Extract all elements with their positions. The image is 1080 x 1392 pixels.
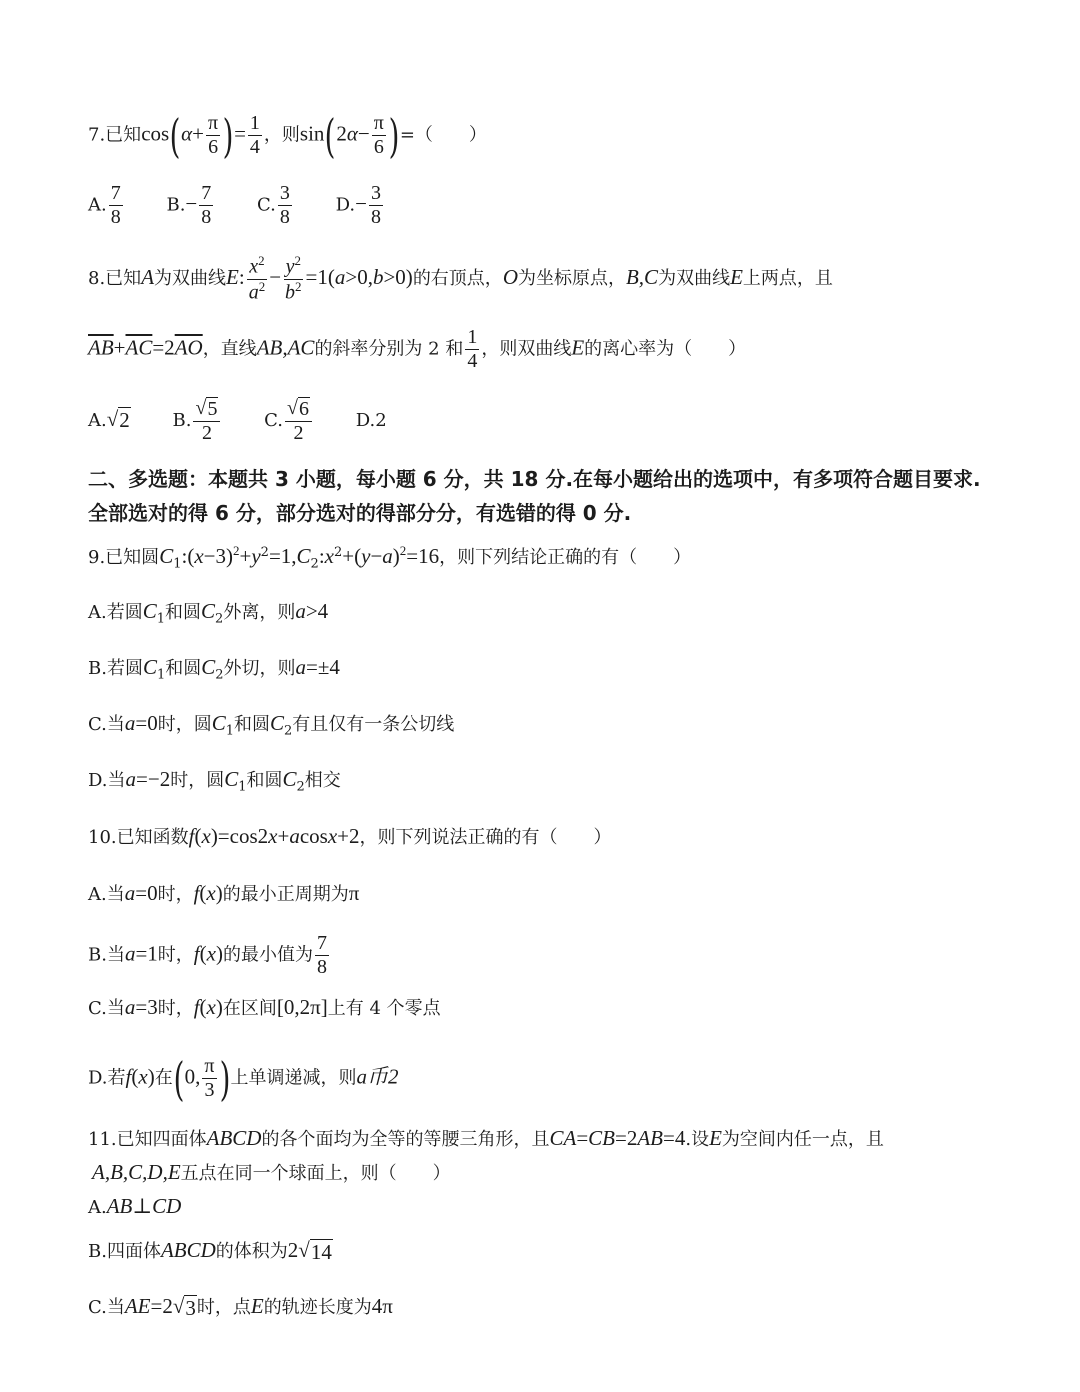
q9-option-d[interactable]: D.当a=−2时，圆$C_1$和圆$C_2$相交 bbox=[88, 767, 341, 795]
q8-option-d[interactable]: D.2 bbox=[355, 409, 387, 431]
q7-stem: 7.已知cos(α+ $\frac{\pi}{6}$ )= $\frac{1}{4}$ ，则sin(2α− $\frac{\pi}{6}$ )=（ ） bbox=[88, 108, 487, 163]
q7-option-b[interactable]: B.− $\frac{7}{8}$ bbox=[166, 182, 212, 228]
q10-option-c[interactable]: C.当a=3时，f(x)在区间[0,2π]上有 4 个零点 bbox=[88, 995, 441, 1019]
q9-option-b[interactable]: B.若圆$C_1$和圆$C_2$外切，则a=±4 bbox=[88, 655, 340, 683]
q8-option-c[interactable]: C. $\frac{√6}{2}$ bbox=[264, 397, 314, 445]
section-heading: 二、多选题：本题共 3 小题，每小题 6 分，共 18 分.在每小题给出的选项中，有多项符合题目要求.全部选对的得 6 分，部分选对的得部分分，有选错的得 0 分. bbox=[88, 467, 981, 525]
q7-options bbox=[88, 182, 421, 229]
q9-stem: 9.已知圆$C_1:(x-3)^2+y^2=1,C_2:x^2+(y-a)^2=16$，则下列结论正确的有（ ） bbox=[88, 543, 692, 572]
q10-option-b[interactable]: B.当a=1时，f(x)的最小值为 $\frac{7}{8}$ bbox=[88, 932, 327, 978]
q11-option-a[interactable]: A.AB⊥CD bbox=[88, 1194, 182, 1218]
q10-option-a[interactable]: A.当a=0时，f(x)的最小正周期为π bbox=[88, 881, 360, 905]
q7-blank: =（ ） bbox=[399, 124, 487, 146]
q7-option-c[interactable]: C. $\frac{3}{8}$ bbox=[257, 182, 290, 228]
q8-stem-line1: 8.已知A为双曲线E: $\frac{x^2}{a^2}$ − $\frac{y^2}{b^2}$ =1(a>0,b>0)的右顶点，O为坐标原点，B,C为双曲线E上两点，且 bbox=[88, 253, 833, 304]
q7-option-d[interactable]: D.− $\frac{3}{8}$ bbox=[335, 182, 381, 228]
q10-stem: 10.已知函数f(x)=cos2x+acosx+2，则下列说法正确的有（ ） bbox=[88, 824, 612, 848]
q8-option-b[interactable]: B. $\frac{√5}{2}$ bbox=[173, 397, 223, 445]
q10-option-d[interactable]: D.若f(x)在(0, $\frac{\pi}{3}$ )上单调递减，则a币2 bbox=[88, 1051, 399, 1106]
q9-option-a[interactable]: A.若圆$C_1$和圆$C_2$外离，则a>4 bbox=[88, 599, 329, 627]
q9-option-c[interactable]: C.当a=0时，圆$C_1$和圆$C_2$有且仅有一条公切线 bbox=[88, 711, 455, 739]
q11-stem-line2: A,B,C,D,E五点在同一个球面上，则（ ） bbox=[92, 1160, 451, 1184]
q7-option-a[interactable]: A. $\frac{7}{8}$ bbox=[88, 182, 121, 228]
q11-option-b[interactable]: B.四面体ABCD的体积为2√14 bbox=[88, 1238, 332, 1264]
q8-stem-line2: $\overline{AB}+\overline{AC}=2\overline{AO}$，直线AB,AC的斜率分别为 2 和 $\frac{1}{4}$ ，则双曲线E的离心率为（ ） bbox=[88, 326, 747, 372]
q8-option-a[interactable]: A.√2 bbox=[88, 406, 130, 433]
q11-stem-line1: 11.已知四面体ABCD的各个面均为全等的等腰三角形，且CA=CB=2AB=4.设E为空间内任一点，且 bbox=[88, 1126, 884, 1150]
q11-option-c[interactable]: C.当AE=2√3时，点E的轨迹长度为4π bbox=[88, 1294, 393, 1320]
q8-options bbox=[88, 397, 423, 445]
q7-lead: 7.已知 bbox=[88, 124, 142, 146]
